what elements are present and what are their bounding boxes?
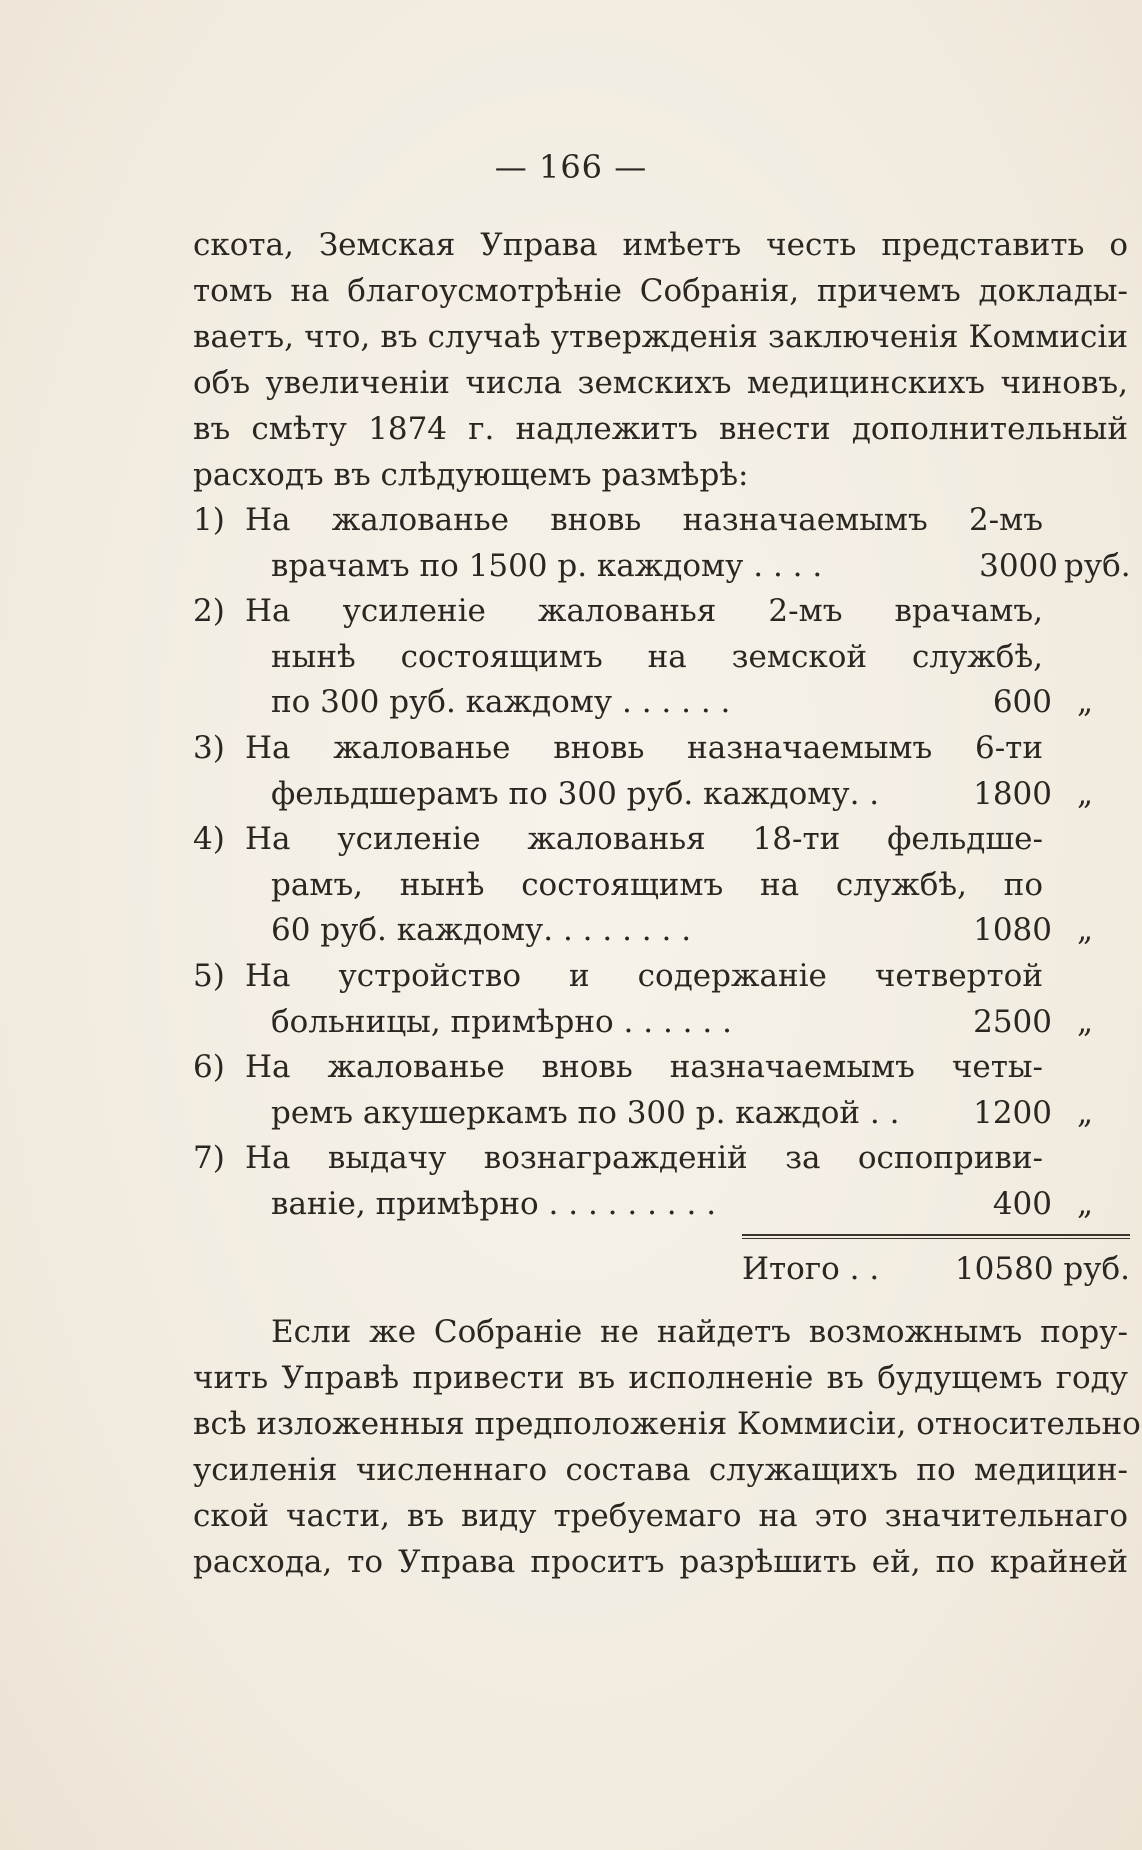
item-text-line: ваніе, примѣрно . . . . . . . . .: [271, 1185, 717, 1222]
item-number: 4): [193, 821, 225, 858]
item-text-line: по 300 руб. каждому . . . . . .: [271, 684, 731, 721]
text-line: томъ на благоусмотрѣніе Собранія, причемъ доклады-: [193, 273, 1128, 309]
item-number: 1): [193, 502, 225, 538]
expense-item: [193, 726, 1128, 817]
item-text-line: фельдшерамъ по 300 руб. каждому. .: [271, 775, 880, 812]
item-text-line: ремъ акушеркамъ по 300 р. каждой . .: [271, 1094, 900, 1131]
item-text-line: На устройство и содержаніе четвертой: [245, 957, 1043, 994]
text-line: скота, Земская Управа имѣетъ честь представить о: [193, 227, 1128, 263]
expense-item: [193, 589, 1128, 726]
item-text-line: нынѣ состоящимъ на земской службѣ,: [271, 638, 1043, 675]
item-amount: 2500: [973, 1003, 1052, 1040]
item-text-line: На выдачу вознагражденій за оспоприви-: [245, 1140, 1043, 1177]
item-text-line: На жалованье вновь назначаемымъ 6-ти: [245, 729, 1043, 766]
item-unit: „: [1076, 775, 1094, 812]
item-amount: 1800: [973, 775, 1052, 812]
expense-list: [193, 498, 1131, 1228]
expense-item: [193, 1136, 1128, 1227]
item-unit: „: [1076, 684, 1094, 721]
expense-item: [193, 1045, 1128, 1136]
item-text-line: рамъ, нынѣ состоящимъ на службѣ, по: [271, 866, 1043, 903]
text-line: усиленія численнаго состава служащихъ по медицин-: [193, 1452, 1128, 1488]
item-unit: „: [1076, 1185, 1094, 1222]
item-number: 3): [193, 729, 225, 766]
text-line: Если же Собраніе не найдетъ возможнымъ пору-: [271, 1314, 1128, 1350]
item-number: 5): [193, 957, 225, 994]
item-unit: „: [1076, 912, 1094, 949]
expense-item: [193, 817, 1128, 954]
expense-item: [193, 498, 1131, 589]
item-text-line: больницы, примѣрно . . . . . .: [271, 1003, 732, 1040]
item-number: 6): [193, 1049, 225, 1086]
item-amount: 600: [992, 684, 1052, 721]
item-unit: руб.: [1064, 547, 1131, 584]
item-number: 2): [193, 593, 225, 630]
total-amount: 10580 руб.: [954, 1251, 1130, 1287]
item-amount: 1080: [973, 912, 1052, 949]
total-row: [742, 1246, 1130, 1292]
page-number: — 166 —: [494, 148, 648, 186]
total-divider: [742, 1234, 1130, 1239]
text-line: всѣ изложенныя предположенія Коммисіи, относительно: [193, 1406, 1141, 1442]
item-text-line: На усиленіе жалованья 18-ти фельдше-: [245, 821, 1043, 858]
item-unit: „: [1076, 1003, 1094, 1040]
text-line: чить Управѣ привести въ исполненіе въ будущемъ году: [193, 1360, 1128, 1396]
text-line: объ увеличеніи числа земскихъ медицинскихъ чиновъ,: [193, 365, 1128, 401]
expense-item: [193, 954, 1128, 1045]
item-text-line: 60 руб. каждому. . . . . . . .: [271, 912, 692, 949]
text-line: ваетъ, что, въ случаѣ утвержденія заключенія Коммисіи: [193, 319, 1128, 355]
text-line: въ смѣту 1874 г. надлежитъ внести дополнительный: [193, 411, 1128, 447]
text-line: ской части, въ виду требуемаго на это значительнаго: [193, 1498, 1128, 1534]
total-label: Итого . .: [742, 1251, 880, 1287]
item-text-line: врачамъ по 1500 р. каждому . . . .: [271, 547, 823, 584]
item-unit: „: [1076, 1094, 1094, 1131]
intro-paragraph: [193, 222, 1128, 498]
text-line: расходъ въ слѣдующемъ размѣрѣ:: [193, 457, 749, 493]
item-number: 7): [193, 1140, 225, 1177]
item-amount: 1200: [973, 1094, 1052, 1131]
closing-paragraph: [193, 1309, 1141, 1585]
item-text-line: На жалованье вновь назначаемымъ 2-мъ: [245, 502, 1043, 538]
item-text-line: На усиленіе жалованья 2-мъ врачамъ,: [245, 593, 1043, 630]
text-line: расхода, то Управа проситъ разрѣшить ей, по крайней: [193, 1544, 1128, 1580]
item-amount: 400: [992, 1185, 1052, 1222]
item-text-line: На жалованье вновь назначаемымъ четы-: [245, 1049, 1043, 1086]
item-amount: 3000: [979, 547, 1058, 584]
